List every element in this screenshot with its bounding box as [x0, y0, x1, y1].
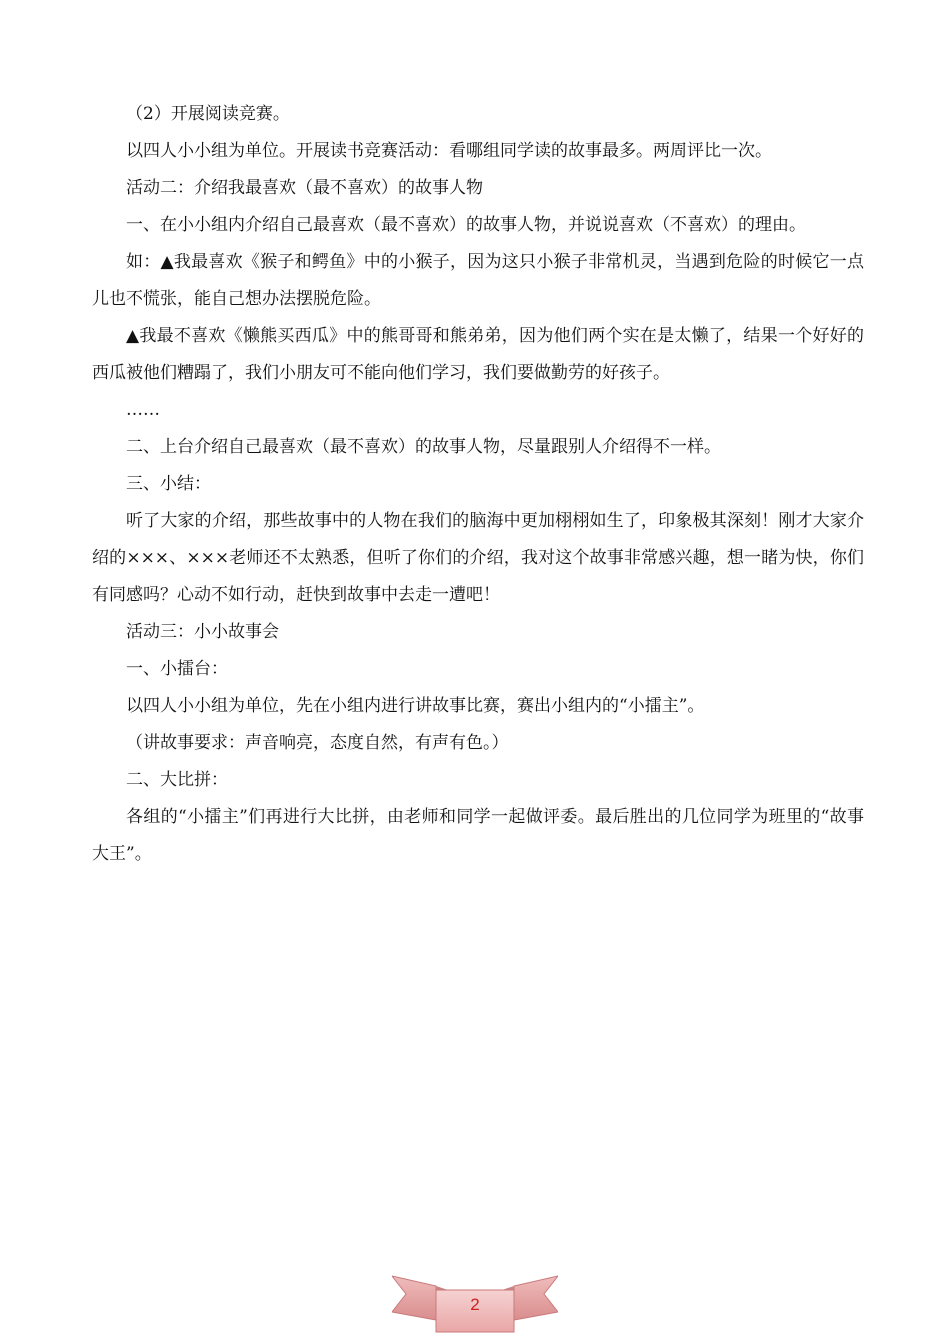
paragraph: （讲故事要求：声音响亮，态度自然，有声有色。） [126, 733, 509, 753]
paragraph: 听了大家的介绍，那些故事中的人物在我们的脑海中更加栩栩如生了，印象极其深刻！刚才大家介绍的×××、×××老师还不太熟悉，但听了你们的介绍，我对这个故事非常感兴趣，想一睹为快，你们有同感吗？心动不如行动，赶快到故事中去走一遭吧！ [92, 511, 864, 605]
paragraph: （2）开展阅读竞赛。 [126, 104, 290, 124]
paragraph: 一、在小小组内介绍自己最喜欢（最不喜欢）的故事人物，并说说喜欢（不喜欢）的理由。 [126, 215, 806, 235]
page-footer [392, 1272, 558, 1338]
document-body [92, 96, 864, 873]
paragraph: 二、大比拼： [126, 770, 228, 790]
paragraph: 各组的“小擂主”们再进行大比拼，由老师和同学一起做评委。最后胜出的几位同学为班里的“故事大王”。 [92, 807, 864, 864]
paragraph: 三、小结： [126, 474, 211, 494]
page-number: 2 [470, 1295, 480, 1314]
section-heading: 活动二：介绍我最喜欢（最不喜欢）的故事人物 [126, 178, 483, 198]
paragraph: 如：▲我最喜欢《猴子和鳄鱼》中的小猴子，因为这只小猴子非常机灵，当遇到危险的时候它一点儿也不慌张，能自己想办法摆脱危险。 [92, 252, 864, 309]
ellipsis: …… [126, 400, 160, 420]
section-heading: 活动三：小小故事会 [126, 622, 279, 642]
paragraph: 一、小擂台： [126, 659, 228, 679]
paragraph: 以四人小小组为单位。开展读书竞赛活动：看哪组同学读的故事最多。两周评比一次。 [126, 141, 772, 161]
paragraph: ▲我最不喜欢《懒熊买西瓜》中的熊哥哥和熊弟弟，因为他们两个实在是太懒了，结果一个好好的西瓜被他们糟蹋了，我们小朋友可不能向他们学习，我们要做勤劳的好孩子。 [92, 326, 864, 383]
paragraph: 以四人小小组为单位，先在小组内进行讲故事比赛，赛出小组内的“小擂主”。 [126, 696, 705, 716]
paragraph: 二、上台介绍自己最喜欢（最不喜欢）的故事人物，尽量跟别人介绍得不一样。 [126, 437, 721, 457]
